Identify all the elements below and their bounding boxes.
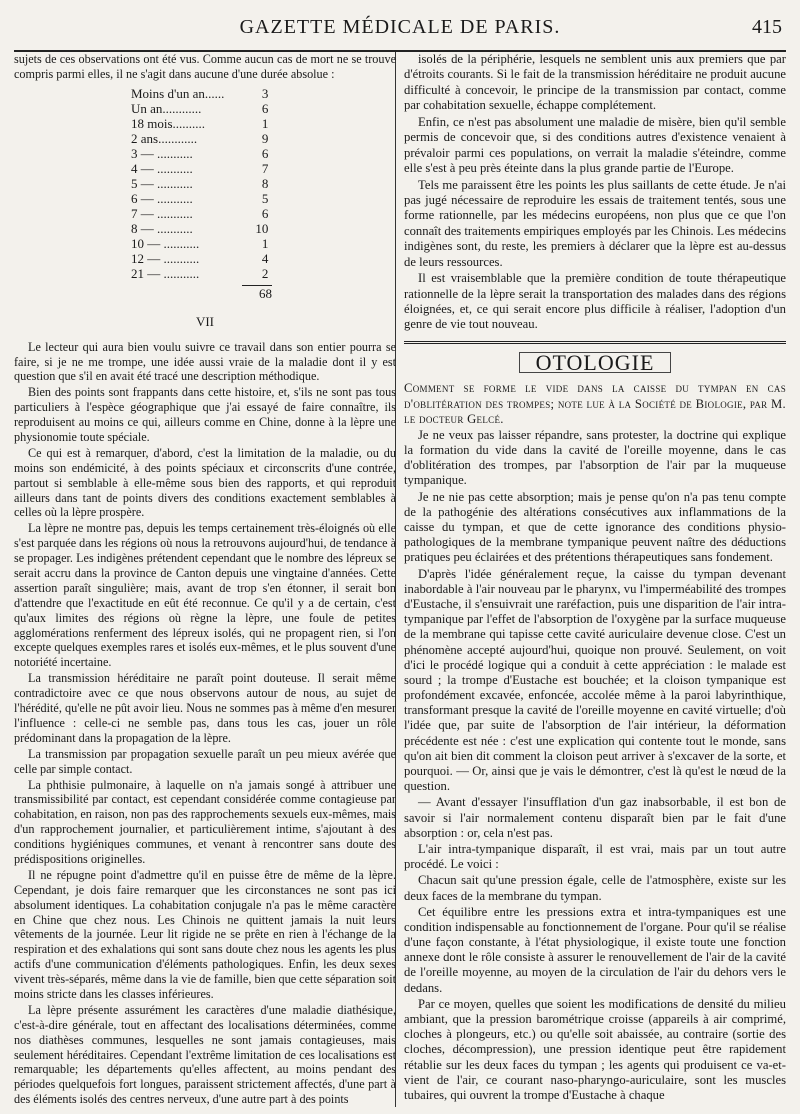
paragraph: La phthisie pulmonaire, à laquelle on n'a jamais songé à attribuer une transmissibilité par contact, est cependant considérée comme contagieuse par cohabitation, en raison, non pas des rapprochements sexuels eux-mêmes, mais d'un rapprochement journalier, et particulièrement intime, s'ajoutant à des conditions hygiéniques communes, et venant à rencontrer sans doute des prédispositions originelles. bbox=[14, 777, 396, 866]
case-count: 1 bbox=[261, 235, 269, 251]
paragraph: Je ne veux pas laisser répandre, sans protester, la doctrine qui explique la formation du vide dans la cavité de l'oreille moyenne, dans le cas d'oblitération des trompes, par l'absorption de l'air par la muqueuse tympanique. bbox=[404, 427, 786, 488]
duration-label: 10 — ........... bbox=[131, 235, 200, 251]
case-count: 7 bbox=[261, 160, 269, 176]
case-count: 6 bbox=[261, 205, 269, 221]
page-number: 415 bbox=[752, 16, 782, 38]
paragraph: Le lecteur qui aura bien voulu suivre ce travail dans son entier pourra se faire, si je ne me trompe, une idée aussi vraie de la maladie dont il y est question que s'il en avait été tracé une description méthodique. bbox=[14, 339, 396, 384]
paragraph: Je ne nie pas cette absorption; mais je pense qu'on n'a pas tenu compte de la pathogénie des altérations consécutives aux inflammations de la caisse du tympan, et que de cette ignorance des conditions physio-pathologiques de la membrane tympanique peuvent naître des déductions pratiques peu éclairées et des prétentions thérapeutiques sans fondement. bbox=[404, 489, 786, 565]
paragraph: isolés de la périphérie, lesquels ne semblent unis aux premiers que par d'étroits courants. Si le fait de la transmission héréditaire ne produit aucune difficulté à concevoir, le principe de la transmission par contact, comme par cohabitation sexuelle, échappe complétement. bbox=[404, 52, 786, 113]
duration-label: 12 — ........... bbox=[131, 250, 200, 266]
table-row bbox=[129, 146, 270, 161]
table-row bbox=[129, 116, 270, 131]
table-row bbox=[129, 101, 270, 116]
table-row bbox=[129, 221, 270, 236]
article-subtitle: Comment se forme le vide dans la caisse du tympan en cas d'oblitération des trompes; note lue à la Société de Biologie, par M. le docteur Gelcé. bbox=[404, 381, 786, 426]
duration-label: 8 — ........... bbox=[131, 220, 193, 236]
journal-title: GAZETTE MÉDICALE DE PARIS. bbox=[239, 16, 561, 38]
duration-label: Moins d'un an...... bbox=[131, 85, 225, 101]
case-count: 9 bbox=[261, 130, 269, 146]
duration-label: 4 — ........... bbox=[131, 160, 193, 176]
table-row bbox=[129, 251, 270, 266]
duration-label: 3 — ........... bbox=[131, 145, 193, 161]
paragraph: La lèpre présente assurément les caractères d'une maladie diathésique, c'est-à-dire générale, tout en affectant des localisations déterminées, comme nos diathèses communes, lesquelles ne sont jamais contagieuses, mais seulement héréditaires. Cependant l'extrême limitation de ces localisations est remarquable; les départements qu'elles affectent, au moins pendant des périodes quelquefois fort longues, paraissent strictement affectés, d'une part à des éléments isolés des centres nerveux, d'une autre part à des points bbox=[14, 1002, 396, 1107]
paragraph: — Avant d'essayer l'insufflation d'un gaz inabsorbable, il est bon de savoir si l'air normalement contenu disparaît bien par le fait d'une absorption : or, cela n'est pas. bbox=[404, 795, 786, 840]
table-row bbox=[129, 131, 270, 146]
right-column bbox=[404, 52, 786, 1104]
paragraph: Il ne répugne point d'admettre qu'il en puisse être de même de la lèpre. Cependant, je dois faire remarquer que les circonstances ne sont pas ici absolument identiques. La cohabitation conjugale n'a pas le même caractère en Chine que chez nous. Les Chinois ne quittent jamais la nuit leurs vêtements de la journée. Leur lit rigide ne se prête en rien à l'échange de la respiration et des exhalations qui sont sans doute chez nous les agents les plus actifs d'une communication d'éléments pathologiques. Enfin, les deux sexes vivent très-séparés, même dans la vie de famille, bien que cette séparation soit moins stricte dans les classes inférieures. bbox=[14, 867, 396, 1001]
case-count: 6 bbox=[261, 145, 269, 161]
case-count: 5 bbox=[261, 190, 269, 206]
duration-label: 6 — ........... bbox=[131, 190, 193, 206]
section-number: VII bbox=[195, 313, 215, 329]
table-row bbox=[129, 86, 270, 101]
left-column bbox=[14, 52, 396, 1108]
duration-table bbox=[129, 86, 270, 281]
paragraph: Cet équilibre entre les pressions extra et intra-tympaniques est une condition indispensable au fonctionnement de l'organe. Pour qu'il se réalise d'une façon constante, à l'état physiologique, il existe toute une fonction annexe dont le rôle consiste à assurer le renouvellement de l'air de la cavité de l'oreille moyenne, au moyen de la circulation de l'air du dehors vers le dedans. bbox=[404, 904, 786, 995]
paragraph: Par ce moyen, quelles que soient les modifications de densité du milieu ambiant, que la pression barométrique croisse (appareils à air comprimé, cloches à plongeurs, etc.) ou qu'elle soit abaissée, au contraire (sortie des cloches, décompression), une pression identique peut être rapidement rétablie sur les deux faces du tympan ; les agents qui produisent ce va-et-vient de l'air, ce courant naso-pharyngo-auriculaire, sont les muscles tubaires, qui ouvrent la trompe d'Eustache à chaque bbox=[404, 996, 786, 1102]
section-heading: OTOLOGIE bbox=[519, 352, 671, 373]
duration-label: 18 mois.......... bbox=[131, 115, 206, 131]
section-rule bbox=[404, 341, 786, 344]
paragraph: Ce qui est à remarquer, d'abord, c'est la limitation de la maladie, ou du moins son endémicité, à des points spéciaux et circonscrits d'une contrée, partout si semblable à elle-même sous bien des rapports, et qui reproduit ailleurs dans tant de points divers des conditions exactement semblables à celles où la lèpre prospère. bbox=[14, 445, 396, 520]
case-count: 8 bbox=[261, 175, 269, 191]
duration-label: Un an............ bbox=[131, 100, 202, 116]
right-body bbox=[404, 428, 786, 1103]
paragraph: L'air intra-tympanique disparaît, il est vrai, mais par un tout autre procédé. Le voici : bbox=[404, 841, 786, 872]
case-count: 4 bbox=[261, 250, 269, 266]
intro-paragraph: sujets de ces observations ont été vus. Comme aucun cas de mort ne se trouve compris parmi elles, il ne s'agit dans aucune d'une durée absolue : bbox=[14, 52, 396, 81]
table-row bbox=[129, 206, 270, 221]
page-header bbox=[14, 10, 786, 52]
paragraph: Enfin, ce n'est pas absolument une maladie de misère, bien qu'il semble permis de concevoir que, si des conditions autres d'existence venaient à prévaloir parmi ces populations, on verrait la maladie s'éteindre, comme elle s'est à peu près éteinte dans la plus grande partie de l'Europe. bbox=[404, 114, 786, 176]
case-count: 1 bbox=[261, 115, 269, 131]
paragraph: Bien des points sont frappants dans cette histoire, et, s'ils ne sont pas tous particuliers à l'espèce géographique que j'ai essayé de faire connaître, ils reproduisent au moins ce qui, ailleurs comme en Chine, donne à la lèpre une physionomie toute spéciale. bbox=[14, 385, 396, 445]
table-total: 68 bbox=[242, 285, 272, 301]
paragraph: Chacun sait qu'une pression égale, celle de l'atmosphère, existe sur les deux faces de la membrane du tympan. bbox=[404, 873, 786, 903]
case-count: 10 bbox=[255, 220, 269, 236]
table-row bbox=[129, 266, 270, 281]
duration-label: 7 — ........... bbox=[131, 205, 193, 221]
paragraph: D'après l'idée généralement reçue, la caisse du tympan devenant inabordable à l'air nouveau par le pharynx, vu l'imperméabilité des trompes d'Eustache, il s'ensuivrait une raréfaction, puis une disparition de l'air intra-tympanique par l'effet de l'absorption de l'oxygène par la surface muqueuse de la membrane qui tapisse cette cavité auriculaire devenue close. C'est un phénomène accepté aujourd'hui, quoique non prouvé. Seulement, on voit d'ici le procédé logique qui a conduit à cette appréciation : le malade est sourd ; la trompe d'Eustache est bouchée; et la cloison tympanique est profondément excavée, enfoncée, accolée même à la paroi labyrinthique, transformant presque la cavité de l'oreille moyenne en cavité virtuelle; d'où l'idée que, par suite de l'absorption de l'air intérieur, la déformation précédente est née : c'est une explication qui contente tout le monde, sans qu'on ait bien dit comment la cloison peut arriver à s'excaver de la sorte, et pourquoi. — Or, ainsi que je vais le démontrer, c'est là qu'est le nœud de la question. bbox=[404, 566, 786, 794]
table-row bbox=[129, 161, 270, 176]
paragraph: La transmission héréditaire ne paraît point douteuse. Il serait même contradictoire avec ce que nous observons autour de nous, au sujet de l'hérédité, qu'elle ne pût avoir lieu. Nous ne sommes pas à même d'en mesurer l'influence : celle-ci ne semble pas, dans tous les cas, jouer un rôle prédominant dans la propagation de la lèpre. bbox=[14, 671, 396, 745]
case-count: 6 bbox=[261, 100, 269, 116]
table-row bbox=[129, 176, 270, 191]
paragraph: La transmission par propagation sexuelle paraît un peu mieux avérée que celle par simple contact. bbox=[14, 746, 396, 776]
left-body bbox=[14, 340, 396, 1107]
duration-label: 2 ans............ bbox=[131, 130, 198, 146]
paragraph: La lèpre ne montre pas, depuis les temps certainement très-éloignés où elle s'est parquée dans les régions où nous la retrouvons aujourd'hui, de tendance à se propager. Les indigènes prétendent cependant que le nombre des lépreux se serait accru dans la province de Canton depuis une vingtaine d'années. Cette assertion paraît singulière; mais, avant de trop s'en étonner, il serait bon d'attendre que l'exactitude en eût été reconnue. Ce qu'il y a de certain, c'est qu'aux limites des régions où règne la lèpre, une foule de petites agglomérations renferment des lépreux isolés, qui ne propagent rien, si l'on excepte quelques exemples rares et isolés eux-mêmes, et le plus souvent d'une notoriété incertaine. bbox=[14, 521, 396, 670]
table-row bbox=[129, 236, 270, 251]
duration-label: 21 — ........... bbox=[131, 265, 200, 281]
paragraph: Il est vraisemblable que la première condition de toute thérapeutique rationnelle de la lèpre serait la transportation des malades dans des régions éloignées, et, ce qui serait encore plus difficile à réaliser, l'adoption d'un genre de vie tout nouveau. bbox=[404, 271, 786, 332]
table-row bbox=[129, 191, 270, 206]
right-top-body bbox=[404, 52, 786, 333]
duration-label: 5 — ........... bbox=[131, 175, 193, 191]
case-count: 3 bbox=[261, 85, 269, 101]
case-count: 2 bbox=[261, 265, 269, 281]
paragraph: Tels me paraissent être les points les plus saillants de cette étude. Je n'ai pas jugé nécessaire de reproduire les essais de traitement tentés, sous une forme rationnelle, par les médecins européens, non plus que ce que l'on connaît des traitements empiriques employés par les Chinois. Les médecins indigènes sont, du reste, les premiers à déclarer que la lèpre est au-dessus de leurs ressources. bbox=[404, 177, 786, 269]
